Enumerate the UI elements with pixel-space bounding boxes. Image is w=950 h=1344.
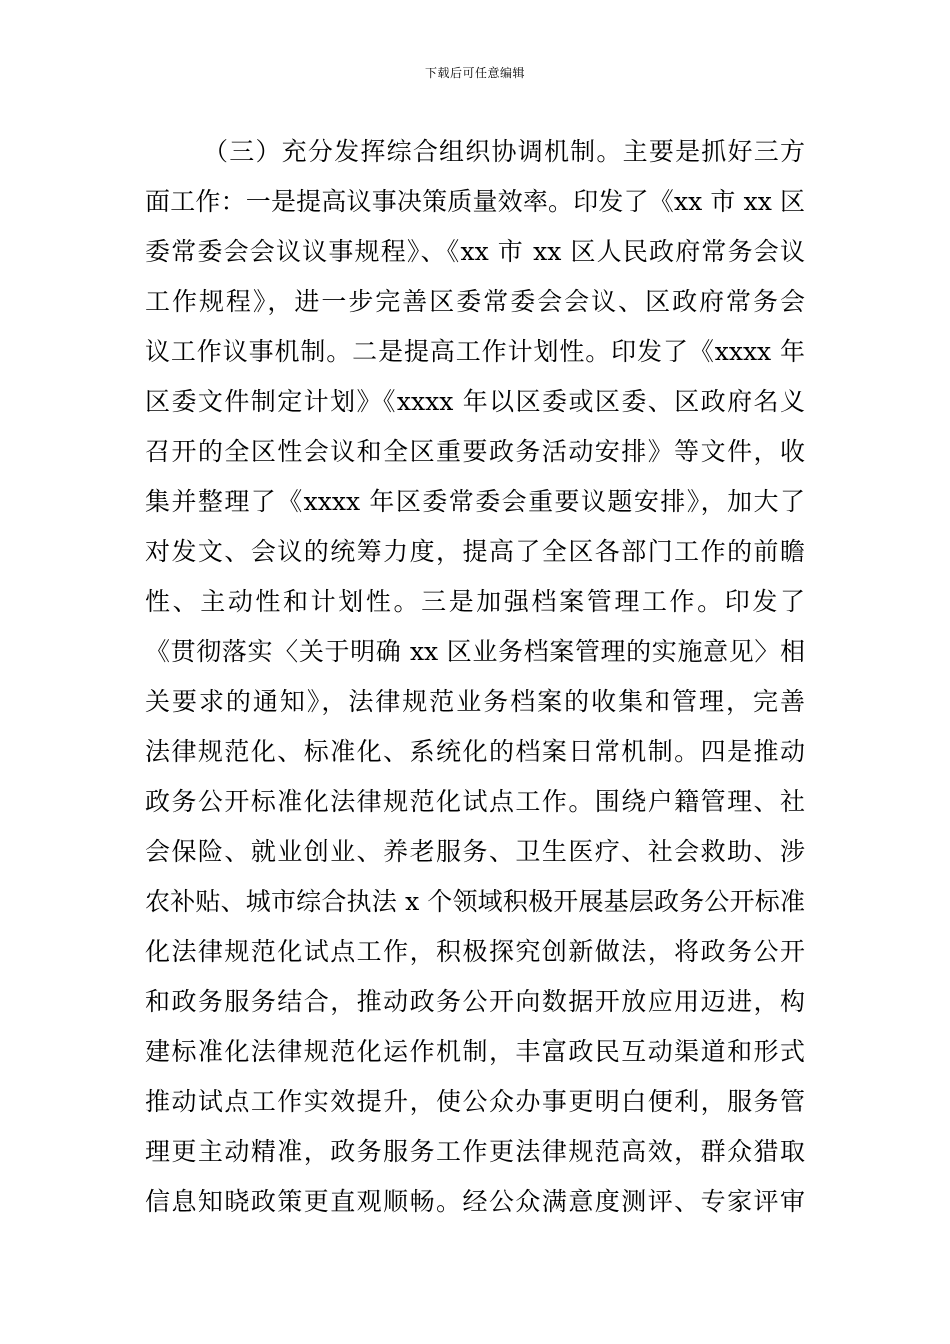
paragraph-line: 农补贴、城市综合执法 x 个领域积极开展基层政务公开标准 [145, 887, 805, 916]
page-header: 下载后可任意编辑 [424, 66, 525, 80]
paragraph-line: 理更主动精准，政务服务工作更法律规范高效，群众猎取 [145, 1137, 805, 1166]
paragraph-line: 集并整理了《xxxx 年区委常委会重要议题安排》，加大了 [145, 487, 805, 516]
paragraph-line: 建标准化法律规范化运作机制，丰富政民互动渠道和形式 [145, 1037, 805, 1066]
paragraph-line: 信息知晓政策更直观顺畅。经公众满意度测评、专家评审 [145, 1187, 805, 1216]
paragraph-line: （三）充分发挥综合组织协调机制。主要是抓好三方 [203, 137, 805, 166]
paragraph-line: 化法律规范化试点工作，积极探究创新做法，将政务公开 [145, 937, 805, 966]
paragraph-line: 性、主动性和计划性。三是加强档案管理工作。印发了 [145, 587, 805, 616]
paragraph-line: 会保险、就业创业、养老服务、卫生医疗、社会救助、涉 [145, 837, 805, 866]
paragraph-line: 推动试点工作实效提升，使公众办事更明白便利，服务管 [145, 1087, 805, 1116]
paragraph-line: 召开的全区性会议和全区重要政务活动安排》等文件，收 [145, 437, 805, 466]
paragraph-line: 对发文、会议的统筹力度，提高了全区各部门工作的前瞻 [145, 537, 805, 566]
paragraph-line: 法律规范化、标准化、系统化的档案日常机制。四是推动 [145, 737, 805, 766]
paragraph-line: 区委文件制定计划》《xxxx 年以区委或区委、区政府名义 [145, 387, 805, 416]
paragraph-line: 面工作：一是提高议事决策质量效率。印发了《xx 市 xx 区 [145, 187, 805, 216]
paragraph-line: 《贯彻落实〈关于明确 xx 区业务档案管理的实施意见〉相 [145, 637, 805, 666]
paragraph-line: 政务公开标准化法律规范化试点工作。围绕户籍管理、社 [145, 787, 805, 816]
paragraph-line: 工作规程》，进一步完善区委常委会会议、区政府常务会 [145, 287, 805, 316]
paragraph-line: 关要求的通知》，法律规范业务档案的收集和管理，完善 [145, 687, 805, 716]
paragraph-line: 委常委会会议议事规程》、《xx 市 xx 区人民政府常务会议 [145, 237, 805, 266]
paragraph-line: 和政务服务结合，推动政务公开向数据开放应用迈进，构 [145, 987, 805, 1016]
paragraph-line: 议工作议事机制。二是提高工作计划性。印发了《xxxx 年 [145, 337, 805, 366]
